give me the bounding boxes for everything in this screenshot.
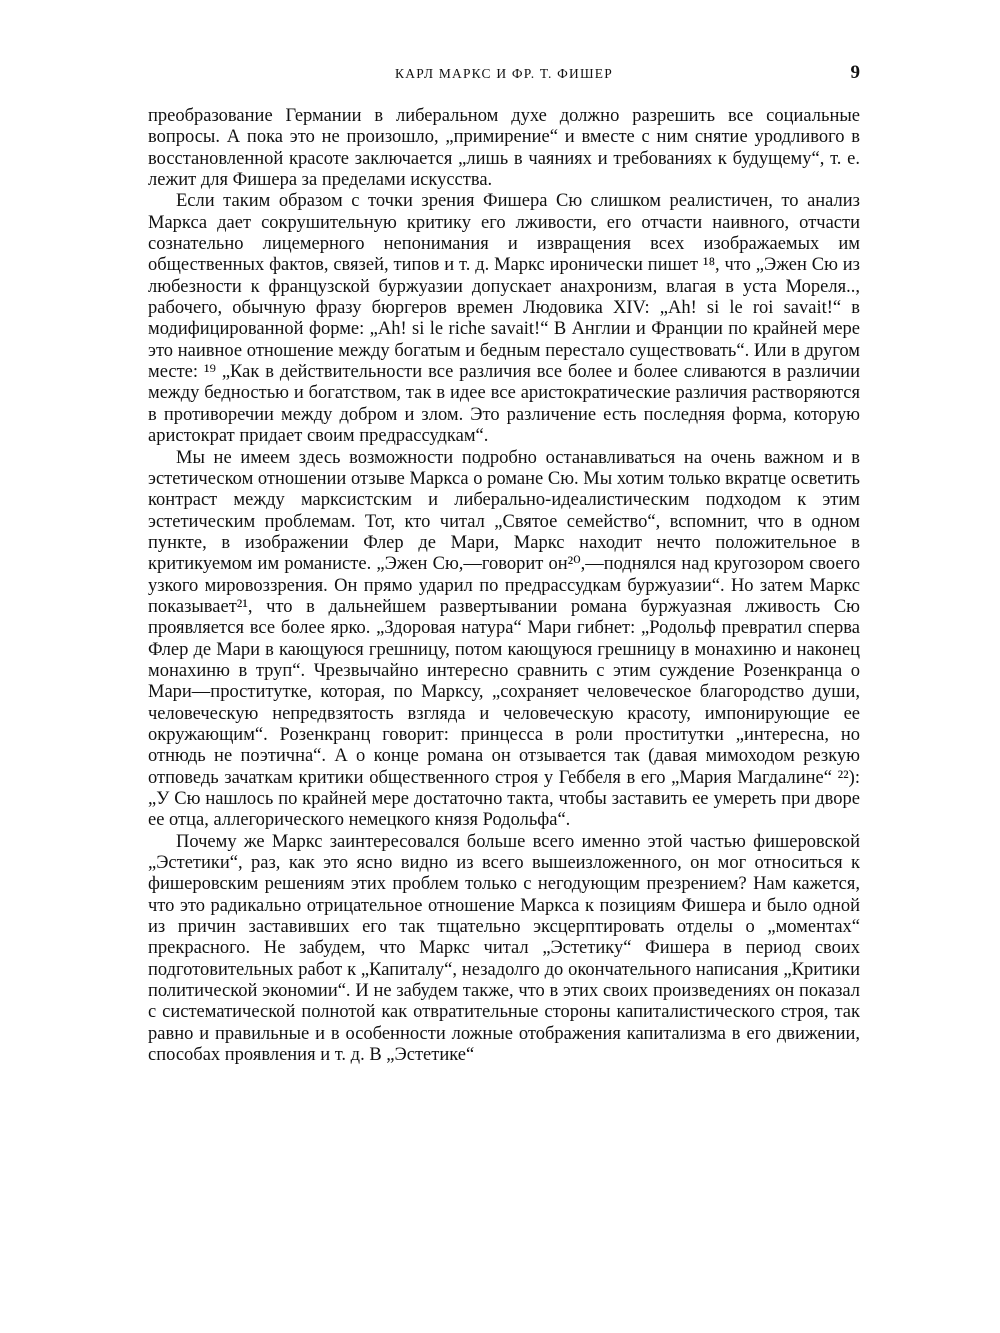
running-header — [148, 62, 860, 86]
running-title: КАРЛ МАРКС И ФР. Т. ФИШЕР — [395, 66, 613, 81]
body-text — [148, 106, 860, 1066]
paragraph-3: Мы не имеем здесь возможности подробно останавливаться на очень важном и в эстетическом отношении отзыве Маркса о романе Сю. Мы хотим только вкратце осветить контраст между марксистским и либерально-идеалистическим подходом к этим эстетическим проблемам. Тот, кто читал „Святое семейство“, вспомнит, что в одном пункте, в изображении Флер де Мари, Маркс находит нечто положительное в критикуемом им романисте. „Эжен Сю,—говорит он²⁰,—поднялся над кругозором своего узкого мировоззрения. Он прямо ударил по предрассудкам буржуазии“. Но затем Маркс показывает²¹, что в дальнейшем развертывании романа буржуазная лживость Сю проявляется все более ярко. „Здоровая натура“ Мари гибнет: „Родольф превратил сперва Флер де Мари в кающуюся грешницу, потом кающуюся грешницу в монахиню и наконец монахиню в труп“. Чрезвычайно интересно сравнить с этим суждение Розенкранца о Мари—проститутке, которая, по Марксу, „сохраняет человеческое благородство души, человеческую непредвзятость взгляда и человеческую красоту, импонирующие ее окружающим“. Розенкранц говорит: принцесса в роли проститутки „интересна, но отнюдь не поэтична“. А о конце романа он отзывается так (давая мимоходом резкую отповедь зачаткам критики общественного строя у Геббеля в его „Мария Магдалине“ ²²): „У Сю нашлось по крайней мере достаточно такта, чтобы заставить ее умереть при дворе ее отца, аллегорического немецкого князя Родольфа“. — [148, 447, 860, 831]
page-number: 9 — [850, 62, 860, 83]
paragraph-4: Почему же Маркс заинтересовался больше всего именно этой частью фишеровской „Эстетики“, раз, как это ясно видно из всего вышеизложенного, он мог относиться к фишеровским решениям этих проблем только с негодующим презрением? Нам кажется, что это радикально отрицательное отношение Маркса к позициям Фишера и было одной из причин заставивших его так тщательно эксцерптировать отделы о „моментах“ прекрасного. Не забудем, что Маркс читал „Эстетику“ Фишера в период своих подготовительных работ к „Капиталу“, незадолго до окончательного написания „Критики политической экономии“. И не забудем также, что в этих своих произведениях он показал с систематической полнотой как отвратительные стороны капиталистического строя, так равно и правильные и в особенности ложные отображения капитализма в его движении, способах проявления и т. д. В „Эстетике“ — [148, 831, 860, 1066]
paragraph-1: преобразование Германии в либеральном духе должно разрешить все социальные вопросы. А пока это не произошло, „примирение“ и вместе с ним снятие уродливого в восстановленной красоте заключается „лишь в чаяниях и требованиях к будущему“, т. е. лежит для Фишера за пределами искусства. — [148, 106, 860, 191]
paragraph-2: Если таким образом с точки зрения Фишера Сю слишком реалистичен, то анализ Маркса дает сокрушительную критику его лживости, его отчасти наивного, отчасти сознательно лицемерного непонимания и извращения всех изображаемых им общественных фактов, связей, типов и т. д. Маркс иронически пишет ¹⁸, что „Эжен Сю из любезности к французской буржуазии допускает анахронизм, влагая в уста Мореля.., рабочего, обычную фразу бюргеров времен Людовика XIV: „Ah! si le roi savait!“ в модифицированной форме: „Ah! si le riche savait!“ В Англии и Франции по крайней мере это наивное отношение между богатым и бедным перестало существовать“. Или в другом месте: ¹⁹ „Как в действительности все различия все более и более сливаются в различии между бедностью и богатством, так в идее все аристократические различия растворяются в противоречии между добром и злом. Это различение есть последняя форма, которую аристократ придает своим предрассудкам“. — [148, 191, 860, 447]
